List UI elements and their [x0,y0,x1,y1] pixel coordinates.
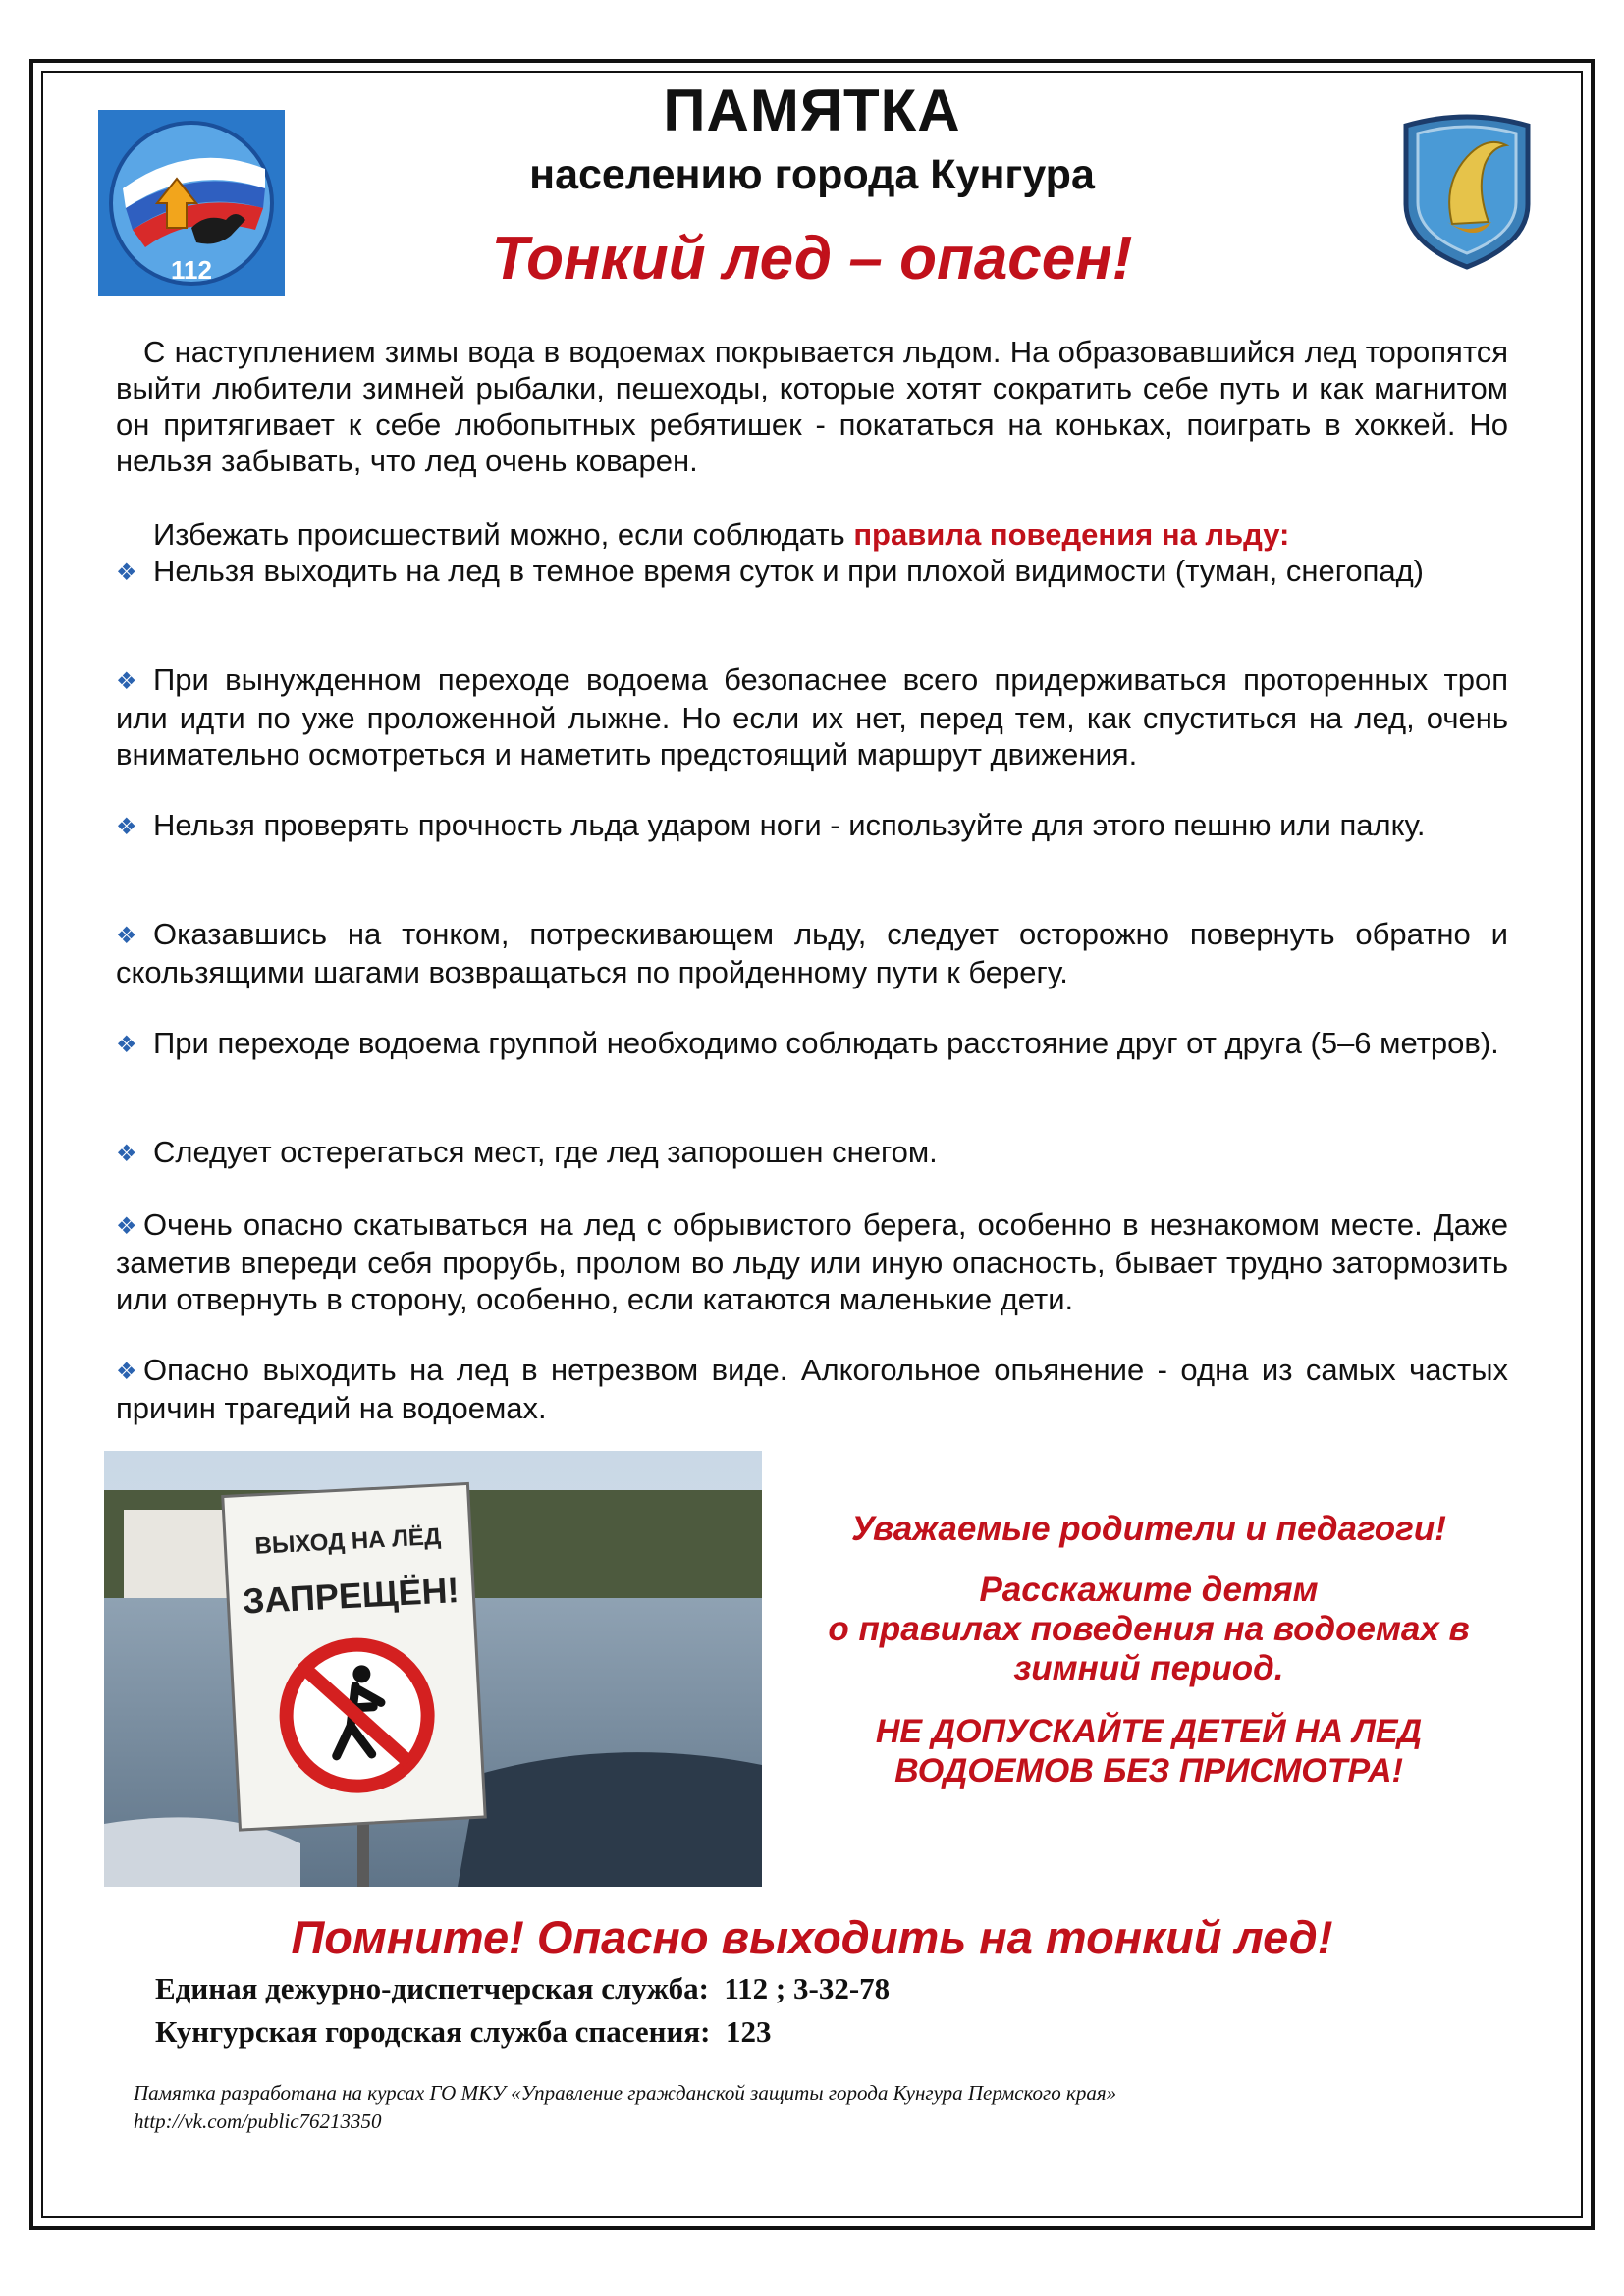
rules-lead [116,516,1508,553]
phone-list [155,1967,890,2054]
phone-line-rescue: Кунгурская городская служба спасения: 123 [155,2014,772,2049]
rule-text: При вынужденном переходе водоема безопаснее всего придерживаться проторенных троп или идти по уже проложенной лыжне. Но если их нет, перед тем, как спуститься на лед, очень внимательно осмотреться и наметить предстоящий маршрут движения. [116,663,1508,772]
rules-lead-highlight: правила поведения на льду: [853,517,1290,552]
rule-item [116,1134,1508,1172]
rule-item [116,553,1508,591]
sign-line-2: ЗАПРЕЩЁН! [241,1570,460,1622]
no-pedestrian-icon [283,1641,431,1789]
diamond-bullet-icon: ❖ [116,1359,137,1385]
rule-item [116,1352,1508,1426]
phone-line-dispatch: Единая дежурно-диспетчерская служба: 112 ; 3-32-78 [155,1971,891,2005]
diamond-bullet-icon: ❖ [116,560,137,586]
rule-item [116,662,1508,773]
diamond-bullet-icon: ❖ [116,1032,137,1058]
rule-item [116,807,1508,845]
page-title: ПАМЯТКА [663,78,961,143]
warning-line: ВОДОЕМОВ БЕЗ ПРИСМОТРА! [894,1752,1403,1789]
appeal-line: Расскажите детям [979,1571,1319,1609]
rule-text: Опасно выходить на лед в нетрезвом виде. Алкогольное опьянение - одна из самых частых причин трагедий на водоемах. [116,1353,1508,1425]
credits-link[interactable]: http://vk.com/public76213350 [134,2109,382,2133]
sign-line-1: ВЫХОД НА ЛЁД [253,1522,442,1560]
rule-text: При переходе водоема группой необходимо соблюдать расстояние друг от друга (5–6 метров). [153,1026,1499,1060]
diamond-bullet-icon: ❖ [116,1213,137,1240]
page-subtitle: населению города Кунгура [529,151,1095,198]
credits-text: Памятка разработана на курсах ГО МКУ «Управление гражданской защиты города Кунгура Пермского края» [134,2081,1117,2105]
credits [134,2079,1116,2136]
rule-text: Нельзя выходить на лед в темное время суток и при плохой видимости (туман, снегопад) [153,554,1425,588]
diamond-bullet-icon: ❖ [116,668,137,695]
warning-sign-photo [104,1451,762,1887]
rule-text: Очень опасно скатываться на лед с обрывистого берега, особенно в незнакомом месте. Даже заметив впереди себя прорубь, пролом во льду или иную опасность, бывает трудно затормозить или отвернуть в сторону, особенно, если катаются маленькие дети. [116,1207,1508,1316]
diamond-bullet-icon: ❖ [116,923,137,949]
rule-item [116,916,1508,990]
appeal-line: о правилах поведения на водоемах в [828,1610,1470,1648]
diamond-bullet-icon: ❖ [116,1141,137,1167]
headline: Тонкий лед – опасен! [491,225,1133,293]
intro-paragraph: С наступлением зимы вода в водоемах покрывается льдом. На образовавшийся лед торопятся выйти любители зимней рыбалки, пешеходы, которые хотят сократить себе путь и как магнитом он притягивает к себе любопытных ребятишек - покататься на коньках, поиграть в хоккей. Но нельзя забывать, что лед очень коварен. [116,335,1508,478]
rule-item [116,1025,1508,1063]
rule-text: Следует остерегаться мест, где лед запорошен снегом. [153,1135,938,1169]
rule-text: Оказавшись на тонком, потрескивающем льду, следует осторожно повернуть обратно и скользящими шагами возвращаться по пройденному пути к берегу. [116,917,1508,989]
warning-line: НЕ ДОПУСКАЙТЕ ДЕТЕЙ НА ЛЕД [875,1713,1423,1750]
appeal-warning [795,1712,1502,1790]
appeal-greeting: Уважаемые родители и педагоги! [851,1510,1446,1548]
diamond-bullet-icon: ❖ [116,814,137,840]
appeal-message [795,1571,1502,1688]
rule-item [116,1206,1508,1317]
emblem-number: 112 [171,255,212,285]
rule-text: Нельзя проверять прочность льда ударом ноги - используйте для этого пешню или палку. [153,808,1426,842]
rules-lead-text: Избежать происшествий можно, если соблюдать [153,517,854,552]
appeal-line: зимний период. [1013,1649,1284,1687]
remember-banner: Помните! Опасно выходить на тонкий лед! [291,1911,1333,1963]
